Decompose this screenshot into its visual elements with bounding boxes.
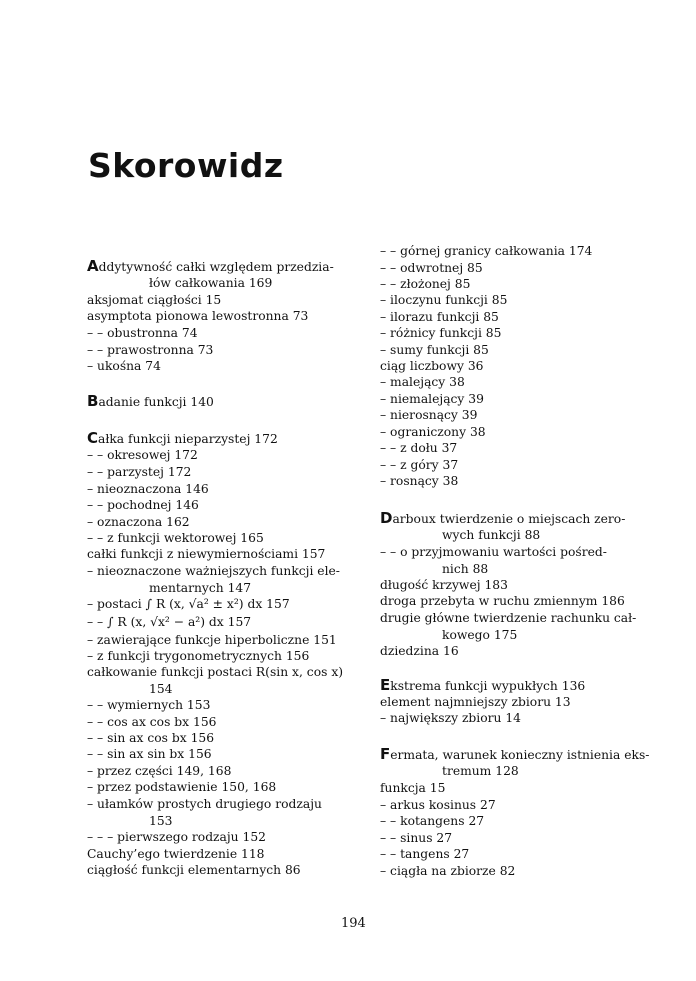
index-entry-text: – – odwrotnej 85 bbox=[380, 261, 483, 275]
index-entry bbox=[380, 342, 489, 358]
index-entry bbox=[380, 846, 469, 862]
index-entry-text: – nieoznaczona 146 bbox=[87, 482, 209, 496]
index-entry-text: – oznaczona 162 bbox=[87, 515, 190, 529]
index-entry-text: – ułamków prostych drugiego rodzaju bbox=[87, 797, 322, 811]
section-initial: D bbox=[380, 509, 393, 527]
index-entry-text: – ukośna 74 bbox=[87, 359, 161, 373]
index-entry bbox=[87, 697, 210, 713]
index-entry-text: – – wymiernych 153 bbox=[87, 698, 211, 712]
index-entry bbox=[380, 424, 486, 440]
index-entry bbox=[87, 648, 309, 664]
index-entry-text: – – obustronna 74 bbox=[87, 326, 198, 340]
index-entry-text: – zawierające funkcje hiperboliczne 151 bbox=[87, 633, 337, 647]
index-entry-text: – – sin ax sin bx 156 bbox=[87, 747, 212, 761]
index-entry-text: element najmniejszy zbioru 13 bbox=[380, 695, 571, 709]
index-entry-text: – ograniczony 38 bbox=[380, 425, 486, 439]
section-initial: A bbox=[87, 257, 99, 275]
index-entry bbox=[87, 514, 190, 530]
index-entry-text: kstrema funkcji wypukłych 136 bbox=[390, 679, 586, 693]
index-entry-text: – – kotangens 27 bbox=[380, 814, 485, 828]
index-entry-text: – nieoznaczone ważniejszych funkcji ele- bbox=[87, 564, 340, 578]
index-entry bbox=[87, 358, 161, 374]
index-entry bbox=[380, 863, 515, 879]
index-entry bbox=[380, 510, 625, 527]
index-entry-continuation: łów całkowania 169 bbox=[149, 276, 273, 290]
index-entry-text: Cauchy’ego twierdzenie 118 bbox=[87, 847, 265, 861]
index-entry bbox=[380, 710, 521, 726]
index-entry bbox=[87, 779, 276, 795]
index-entry bbox=[87, 730, 214, 746]
index-entry-text: – – o przyjmowaniu wartości pośred- bbox=[380, 545, 607, 559]
index-entry-continuation: kowego 175 bbox=[442, 628, 518, 642]
index-entry-text: ciągłość funkcji elementarnych 86 bbox=[87, 863, 301, 877]
index-entry-text: – – z dołu 37 bbox=[380, 441, 458, 455]
index-entry-text: – rosnący 38 bbox=[380, 474, 459, 488]
index-entry-text: – – sinus 27 bbox=[380, 831, 453, 845]
index-entry-text: adanie funkcji 140 bbox=[98, 395, 214, 409]
index-entry bbox=[87, 530, 264, 546]
section-initial: B bbox=[87, 392, 99, 410]
index-entry-continuation: tremum 128 bbox=[442, 764, 519, 778]
index-entry-text: – największy zbioru 14 bbox=[380, 711, 521, 725]
index-entry-text: aksjomat ciągłości 15 bbox=[87, 293, 222, 307]
index-entry bbox=[87, 393, 214, 410]
index-entry-text: drugie główne twierdzenie rachunku cał- bbox=[380, 611, 637, 625]
index-entry-text: – malejący 38 bbox=[380, 375, 465, 389]
index-entry bbox=[380, 780, 445, 796]
index-entry-continuation: nich 88 bbox=[442, 562, 489, 576]
index-entry bbox=[87, 614, 251, 630]
index-entry-text: – – pochodnej 146 bbox=[87, 498, 199, 512]
index-entry-text: – nierosnący 39 bbox=[380, 408, 478, 422]
index-entry-text: – – ∫ R (x, √x² − a²) dx 157 bbox=[87, 615, 252, 629]
index-entry-text: – – tangens 27 bbox=[380, 847, 470, 861]
index-entry bbox=[87, 430, 278, 447]
index-entry bbox=[87, 325, 198, 341]
index-entry-continuation: 153 bbox=[149, 814, 173, 828]
index-entry bbox=[380, 577, 508, 593]
index-entry-text: dziedzina 16 bbox=[380, 644, 459, 658]
index-entry bbox=[380, 309, 499, 325]
index-entry bbox=[380, 694, 571, 710]
index-entry-text: asymptota pionowa lewostronna 73 bbox=[87, 309, 309, 323]
index-entry bbox=[380, 276, 470, 292]
index-entry bbox=[87, 563, 340, 579]
index-entry bbox=[87, 464, 191, 480]
index-entry bbox=[87, 258, 334, 275]
index-entry bbox=[87, 497, 199, 513]
index-entry bbox=[87, 481, 209, 497]
index-entry bbox=[380, 292, 507, 308]
index-entry bbox=[380, 797, 496, 813]
index-entry-text: – postaci ∫ R (x, √a² ± x²) dx 157 bbox=[87, 597, 290, 611]
index-entry bbox=[380, 358, 483, 374]
index-entry bbox=[380, 440, 457, 456]
index-entry-text: – – z funkcji wektorowej 165 bbox=[87, 531, 264, 545]
index-entry bbox=[380, 260, 483, 276]
index-entry-text: ddytywność całki względem przedzia- bbox=[98, 260, 334, 274]
index-entry-text: funkcja 15 bbox=[380, 781, 446, 795]
index-entry-text: – przez części 149, 168 bbox=[87, 764, 232, 778]
index-entry bbox=[87, 829, 266, 845]
index-entry bbox=[380, 473, 458, 489]
index-entry-text: – – parzystej 172 bbox=[87, 465, 192, 479]
index-entry-text: ałka funkcji nieparzystej 172 bbox=[98, 432, 278, 446]
index-entry-continuation: 154 bbox=[149, 682, 173, 696]
index-entry bbox=[380, 243, 592, 259]
index-entry bbox=[380, 544, 607, 560]
index-entry-text: – sumy funkcji 85 bbox=[380, 343, 489, 357]
index-entry bbox=[380, 830, 452, 846]
index-entry-text: ciąg liczbowy 36 bbox=[380, 359, 484, 373]
index-entry-text: – – okresowej 172 bbox=[87, 448, 198, 462]
page-title: Skorowidz bbox=[88, 146, 284, 185]
index-entry-text: długość krzywej 183 bbox=[380, 578, 508, 592]
index-entry-continuation: mentarnych 147 bbox=[149, 581, 252, 595]
index-entry bbox=[87, 846, 264, 862]
index-entry bbox=[380, 610, 636, 626]
index-entry-text: ermata, warunek konieczny istnienia eks- bbox=[390, 748, 650, 762]
index-entry bbox=[380, 325, 501, 341]
index-entry-text: – – prawostronna 73 bbox=[87, 343, 214, 357]
index-entry bbox=[87, 596, 290, 612]
index-entry bbox=[380, 391, 484, 407]
index-entry bbox=[87, 714, 217, 730]
index-entry-text: – niemalejący 39 bbox=[380, 392, 484, 406]
index-entry bbox=[87, 342, 213, 358]
index-entry bbox=[380, 813, 484, 829]
index-entry bbox=[87, 546, 325, 562]
index-entry bbox=[87, 664, 343, 680]
index-entry bbox=[87, 292, 221, 308]
index-entry-text: – przez podstawienie 150, 168 bbox=[87, 780, 277, 794]
index-entry-text: – – cos ax cos bx 156 bbox=[87, 715, 217, 729]
index-entry-text: – ciągła na zbiorze 82 bbox=[380, 864, 516, 878]
index-entry bbox=[380, 407, 477, 423]
index-entry bbox=[380, 643, 459, 659]
index-entry bbox=[87, 308, 308, 324]
index-entry bbox=[87, 796, 322, 812]
index-entry-text: – – sin ax cos bx 156 bbox=[87, 731, 215, 745]
index-entry-text: – iloczynu funkcji 85 bbox=[380, 293, 508, 307]
index-entry-text: – – – pierwszego rodzaju 152 bbox=[87, 830, 266, 844]
index-entry-text: droga przebyta w ruchu zmiennym 186 bbox=[380, 594, 625, 608]
index-entry bbox=[380, 374, 465, 390]
index-entry bbox=[380, 457, 458, 473]
index-entry-continuation: wych funkcji 88 bbox=[442, 528, 541, 542]
index-entry bbox=[87, 862, 301, 878]
index-entry bbox=[380, 593, 625, 609]
index-entry-text: – – górnej granicy całkowania 174 bbox=[380, 244, 593, 258]
index-entry bbox=[87, 763, 231, 779]
index-entry-text: – z funkcji trygonometrycznych 156 bbox=[87, 649, 310, 663]
index-entry bbox=[87, 447, 198, 463]
index-entry-text: – ilorazu funkcji 85 bbox=[380, 310, 499, 324]
index-entry-text: – różnicy funkcji 85 bbox=[380, 326, 502, 340]
index-entry-text: – – złożonej 85 bbox=[380, 277, 471, 291]
section-initial: C bbox=[87, 429, 99, 447]
index-entry bbox=[87, 632, 337, 648]
page-number: 194 bbox=[341, 916, 366, 931]
index-entry bbox=[87, 746, 212, 762]
index-entry-text: całki funkcji z niewymiernościami 157 bbox=[87, 547, 326, 561]
section-initial: E bbox=[380, 676, 391, 694]
section-initial: F bbox=[380, 745, 391, 763]
index-entry-text: arboux twierdzenie o miejscach zero- bbox=[392, 512, 626, 526]
index-entry-text: – arkus kosinus 27 bbox=[380, 798, 496, 812]
index-entry-text: – – z góry 37 bbox=[380, 458, 459, 472]
index-entry bbox=[380, 677, 585, 694]
index-entry bbox=[380, 746, 649, 763]
index-entry-text: całkowanie funkcji postaci R(sin x, cos x) bbox=[87, 665, 344, 679]
